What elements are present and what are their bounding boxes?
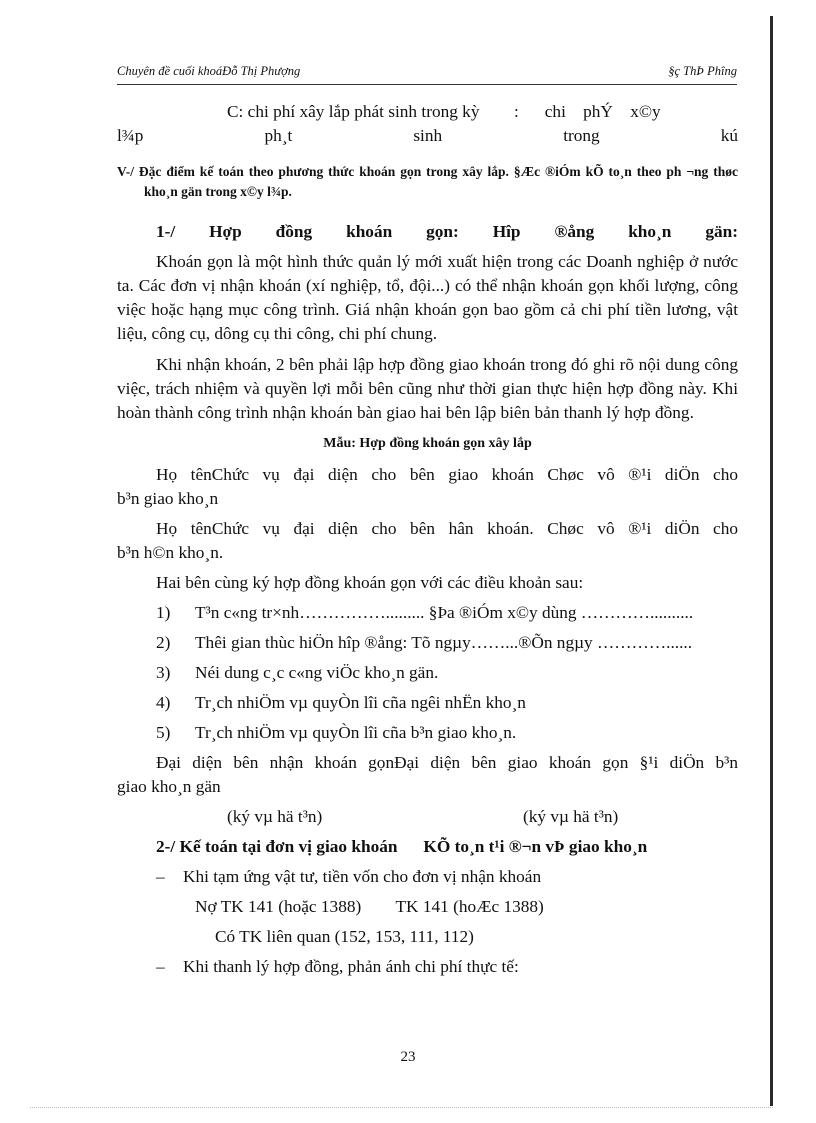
bullet-dash: – [156, 957, 165, 976]
signature-left-label: (ký vµ hä t³n) [227, 807, 323, 826]
bullet-item [117, 955, 738, 979]
term-item [117, 661, 738, 685]
rep-nhan-khoan-line: Họ tênChức vụ đại diện cho bên hân khoán. Chøc vô ®¹i diÖn cho [156, 519, 738, 538]
bullet-text: Khi tạm ứng vật tư, tiền vốn cho đơn vị nhận khoán [183, 867, 542, 886]
paragraph-hop-dong: Khi nhận khoán, 2 bên phải lập hợp đồng giao khoán trong đó ghi rõ nội dung công việc, trách nhiệm và quyền lợi mỗi bên cũng như thời gian thực hiện hợp đồng này. Khi hoàn thành công trình nhận khoán bàn giao hai bên lập biên bản thanh lý hợp đồng. [117, 355, 738, 422]
formula-c-line: C: chi phí xây lắp phát sinh trong kỳ : chi phÝ x©y [227, 102, 661, 121]
page-frame-bottom-edge [30, 1106, 773, 1108]
term-number: 2) [156, 633, 171, 652]
term-item [117, 691, 738, 715]
form-title: Mẫu: Hợp đồng khoán gọn xây lắp [323, 436, 532, 451]
term-text: Tr¸ch nhiÖm vµ quyÒn lîi cña ngêi nhËn kho¸n [195, 693, 526, 712]
journal-entry-debit: Nợ TK 141 (hoặc 1388) TK 141 (hoÆc 1388) [195, 897, 544, 916]
rep-giao-khoan-continued: b³n giao kho¸n [117, 489, 219, 508]
signature-row [117, 805, 738, 829]
signature-representatives-continued: giao kho¸n gän [117, 777, 221, 796]
term-text: T³n c«ng tr×nh……………......... §Þa ®iÓm x©y dùng ………….......... [195, 603, 694, 622]
section-heading-1: 1-/ Hợp đồng khoán gọn: Hîp ®ång kho¸n gän: [156, 222, 738, 241]
header-left-title: Chuyên đề cuối khoáĐỗ Thị Phượng [117, 64, 301, 78]
document-body [117, 100, 738, 979]
section-heading-2: 2-/ Kế toán tại đơn vị giao khoán KÕ to¸n t¹i ®¬n vÞ giao kho¸n [156, 837, 648, 856]
term-item [117, 721, 738, 745]
bullet-text: Khi thanh lý hợp đồng, phản ánh chi phí thực tế: [183, 957, 519, 976]
term-text: Néi dung c¸c c«ng viÖc kho¸n gän. [195, 663, 439, 682]
paragraph-khoan-gon: Khoán gọn là một hình thức quản lý mới xuất hiện trong các Doanh nghiệp ở nước ta. Các đơn vị nhận khoán (xí nghiệp, tổ, đội...) có thể nhận khoán gọn khối lượng, công việc hoặc hạng mục công trình. Giá nhận khoán gọn bao gồm cả chi phí tiền lương, vật liệu, công cụ, dông cụ thi công, chi phí chung. [117, 252, 738, 343]
running-header [117, 64, 737, 85]
formula-c-line-continued: l¾p ph¸t sinh trong kú [117, 126, 738, 145]
term-text: Tr¸ch nhiÖm vµ quyÒn lîi cña b³n giao kho¸n. [195, 723, 517, 742]
term-item [117, 631, 738, 655]
term-number: 4) [156, 693, 171, 712]
section-heading-v: V-/ Đặc điểm kế toán theo phương thức khoán gọn trong xây lắp. §Æc ®iÓm kÕ to¸n theo ph ¬ng thøc kho¸n gän trong x©y l¾p. [117, 164, 738, 199]
term-item [117, 601, 738, 625]
page-frame-right-border [770, 16, 773, 1106]
header-right-author: §ç ThÞ Phîng [668, 64, 737, 78]
signature-representatives-line: Đại diện bên nhận khoán gọnĐại diện bên giao khoán gọn §¹i diÖn b³n [156, 753, 738, 772]
signature-right-label: (ký vµ hä t³n) [523, 807, 619, 826]
bullet-item [117, 865, 738, 889]
page-number: 23 [400, 1049, 416, 1065]
term-number: 5) [156, 723, 171, 742]
rep-nhan-khoan-continued: b³n h©n kho¸n. [117, 543, 224, 562]
term-number: 1) [156, 603, 171, 622]
term-text: Thêi gian thùc hiÖn hîp ®ång: Tõ ngµy……...®Õn ngµy …………...... [195, 633, 693, 652]
rep-giao-khoan-line: Họ tênChức vụ đại diện cho bên giao khoán Chøc vô ®¹i diÖn cho [156, 465, 738, 484]
term-number: 3) [156, 663, 171, 682]
terms-intro: Hai bên cùng ký hợp đồng khoán gọn với các điều khoản sau: [156, 573, 584, 592]
bullet-dash: – [156, 867, 165, 886]
journal-entry-credit: Có TK liên quan (152, 153, 111, 112) [215, 927, 474, 946]
